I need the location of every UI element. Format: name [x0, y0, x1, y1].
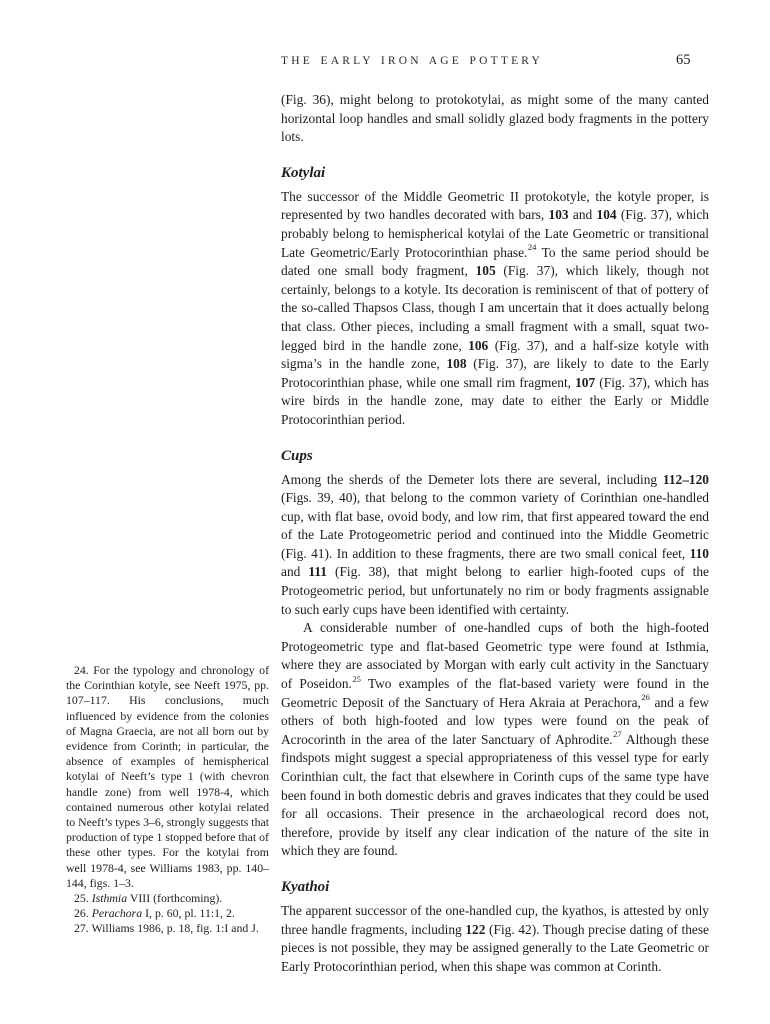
footnote-24: 24. For the typology and chronology of the Corinthian kotyle, see Neeft 1975, pp. 107–117. His conclusions, much influenced by evidence from the colonies of Magna Graecia, are not all born out by evidence from Corinth; in particular, the absence of examples of hemispherical kotylai of Neeft’s type 1 (with chevron handle zone) from well 1978-4, which contained numerous other kotylai related to Neeft’s types 3–6, strongly suggests that production of type 1 stopped before that of these other types. For the kotylai from well 1978-4, see Williams 1983, pp. 140–144, figs. 1–3.: [66, 663, 269, 890]
footnotes-column: [66, 663, 269, 937]
main-text-column: [281, 91, 709, 976]
section-heading-kyathoi: Kyathoi: [281, 878, 330, 895]
section-heading-cups: Cups: [281, 447, 313, 464]
footnote-25: 25. Isthmia VIII (forthcoming).: [74, 891, 223, 906]
cups-paragraph-2: A considerable number of one-handled cups of both the high-footed Protogeometric type and flat-based Geometric type were found at Isthmia, where they are associated by Morgan with early cult activity in the Sanctuary of Poseidon.$^{25}$ Two examples of the flat-based variety were found in the Geometric Deposit of the Sanctuary of Hera Akraia at Perachora,$^{26}$ and a few others of both high-footed and low types were found on the peak of Acrocorinth in the area of the later Sanctuary of Aphrodite.$^{27}$ Although these findspots might suggest a special appropriateness of this vessel type for early Corinthian cult, the fact that elsewhere in Corinth cups of the same type have been found in both domestic debris and graves indicates that they could be used for all occasions. Their presence in the archaeological record does not, therefore, provide by itself any clear indication of the nature of the site in which they are found.: [281, 620, 709, 859]
cups-paragraph-1: Among the sherds of the Demeter lots there are several, including 112–120 (Figs. 39, 40), that belong to the common variety of Corinthian one-handled cup, with flat base, ovoid body, and low rim, that first appeared toward the end of the Late Protogeometric period and continued into the Middle Geometric (Fig. 41). In addition to these fragments, there are two small conical feet, 110 and 111 (Fig. 38), that might belong to earlier high-footed cups of the Protogeometric period, but unfortunately no rim or body fragments assignable to such early cups have been identified with certainty.: [281, 471, 709, 617]
kyathoi-paragraph: The apparent successor of the one-handled cup, the kyathos, is attested by only three handle fragments, including 122 (Fig. 42). Though precise dating of these pieces is not possible, they may be assigned generally to the Late Geometric or Early Protocorinthian period, when this shape was common at Corinth.: [281, 902, 709, 974]
section-heading-kotylai: Kotylai: [281, 164, 326, 181]
footnote-27: 27. Williams 1986, p. 18, fig. 1:I and J.: [74, 921, 259, 936]
page-number: 65: [676, 52, 691, 68]
kotylai-paragraph: The successor of the Middle Geometric II protokotyle, the kotyle proper, is represented by two handles decorated with bars, 103 and 104 (Fig. 37), which probably belong to hemispherical kotylai of the Late Geometric or transitional Late Geometric/Early Protocorinthian phase.$^{24}$ To the same period should be dated one small body fragment, 105 (Fig. 37), which likely, though not certainly, belongs to a kotyle. Its decoration is reminiscent of that of pottery of the so-called Thapsos Class, though I am uncertain that it does actually belong that class. Other pieces, including a small fragment with a small, squat two-legged bird in the handle zone, 106 (Fig. 37), and a half-size kotyle with sigma’s in the handle zone, 108 (Fig. 37), are likely to date to the Early Protocorinthian phase, while one small rim fragment, 107 (Fig. 37), which has wire birds in the handle zone, may date to either the Early or Middle Protocorinthian period.: [281, 188, 710, 427]
footnote-26: 26. Perachora I, p. 60, pl. 11:1, 2.: [74, 906, 235, 921]
continuation-paragraph: (Fig. 36), might belong to protokotylai, as might some of the many canted horizontal loop handles and small solidly glazed body fragments in the pottery lots.: [281, 92, 709, 145]
running-header-title: THE EARLY IRON AGE POTTERY: [281, 55, 544, 67]
